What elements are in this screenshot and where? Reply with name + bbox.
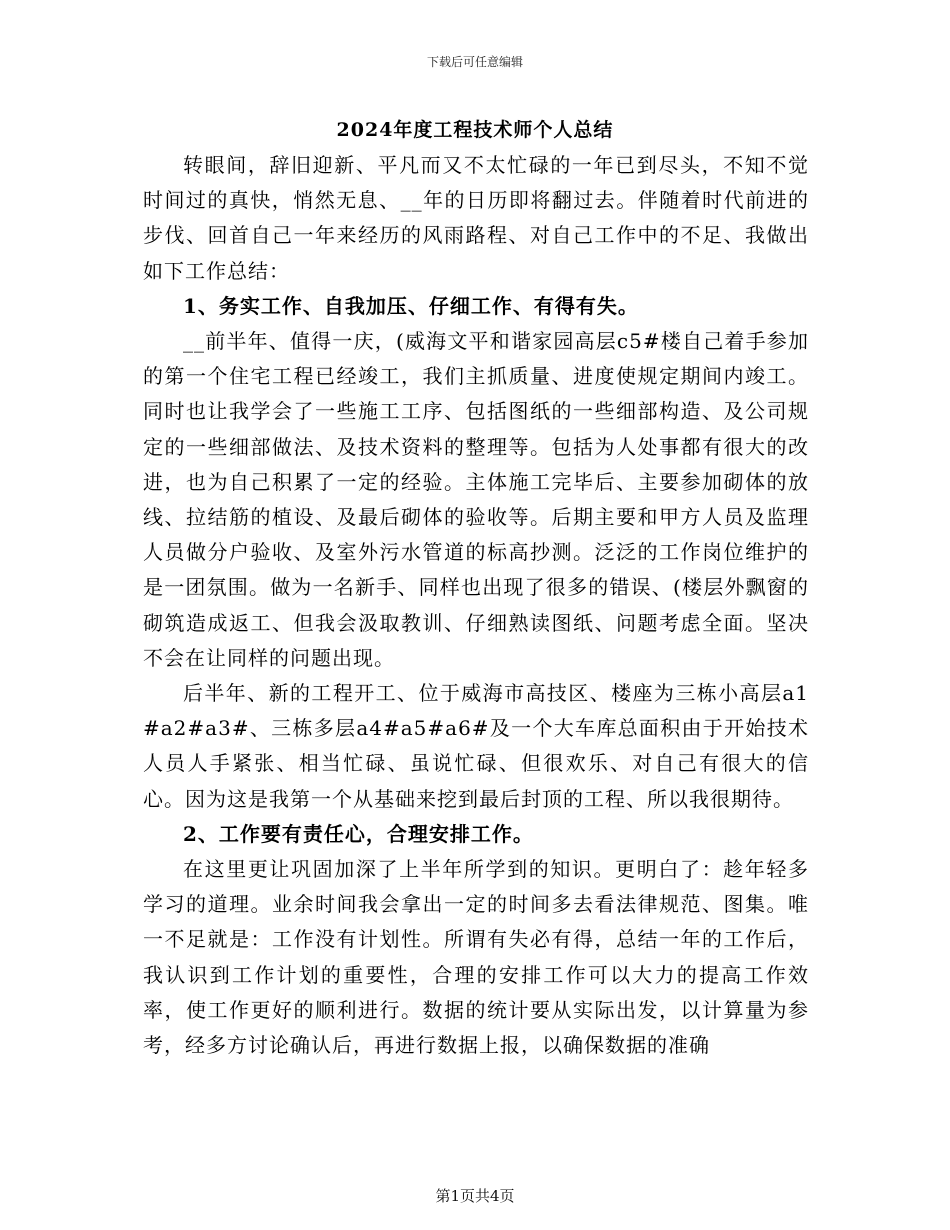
paragraph-responsibility: 在这里更让巩固加深了上半年所学到的知识。更明白了：趁年轻多学习的道理。业余时间我会拿出一定的时间多去看法律规范、图集。唯一不足就是：工作没有计划性。所谓有失必有得，总结一年的工作后，我认识到工作计划的重要性，合理的安排工作可以大力的提高工作效率，使工作更好的顺利进行。数据的统计要从实际出发，以计算量为参考，经多方讨论确认后，再进行数据上报，以确保数据的准确	[143, 857, 809, 1058]
header-note: 下载后可任意编辑	[426, 55, 523, 69]
document-title: 2024年度工程技术师个人总结	[336, 119, 614, 141]
document-body	[143, 148, 809, 1063]
paragraph-intro: 转眼间，辞旧迎新、平凡而又不太忙碌的一年已到尽头，不知不觉时间过的真快，悄然无息、__年的日历即将翻过去。伴随着时代前进的步伐、回首自己一年来经历的风雨路程、对自己工作中的不足、我做出如下工作总结：	[143, 153, 809, 283]
page-number: 第1页共4页	[435, 1187, 515, 1205]
section-heading-2: 2、工作要有责任心，合理安排工作。	[183, 821, 534, 846]
section-heading-1: 1、务实工作、自我加压、仔细工作、有得有失。	[183, 293, 639, 318]
paragraph-second-half: 后半年、新的工程开工、位于威海市高技区、楼座为三栋小高层a1#a2#a3#、三栋多层a4#a5#a6#及一个大车库总面积由于开始技术人员人手紧张、相当忙碌、虽说忙碌、但很欢乐、对自己有很大的信心。因为这是我第一个从基础来挖到最后封顶的工程、所以我很期待。	[143, 681, 809, 811]
paragraph-first-half: __前半年、值得一庆，(威海文平和谐家园高层c5#楼自己着手参加的第一个住宅工程已经竣工，我们主抓质量、进度使规定期间内竣工。同时也让我学会了一些施工工序、包括图纸的一些细部构造、及公司规定的一些细部做法、及技术资料的整理等。包括为人处事都有很大的改进，也为自己积累了一定的经验。主体施工完毕后、主要参加砌体的放线、拉结筋的植设、及最后砌体的验收等。后期主要和甲方人员及监理人员做分户验收、及室外污水管道的标高抄测。泛泛的工作岗位维护的是一团氛围。做为一名新手、同样也出现了很多的错误、(楼层外飘窗的砌筑造成返工、但我会汲取教训、仔细熟读图纸、问题考虑全面。坚决不会在让同样的问题出现。	[143, 329, 809, 670]
